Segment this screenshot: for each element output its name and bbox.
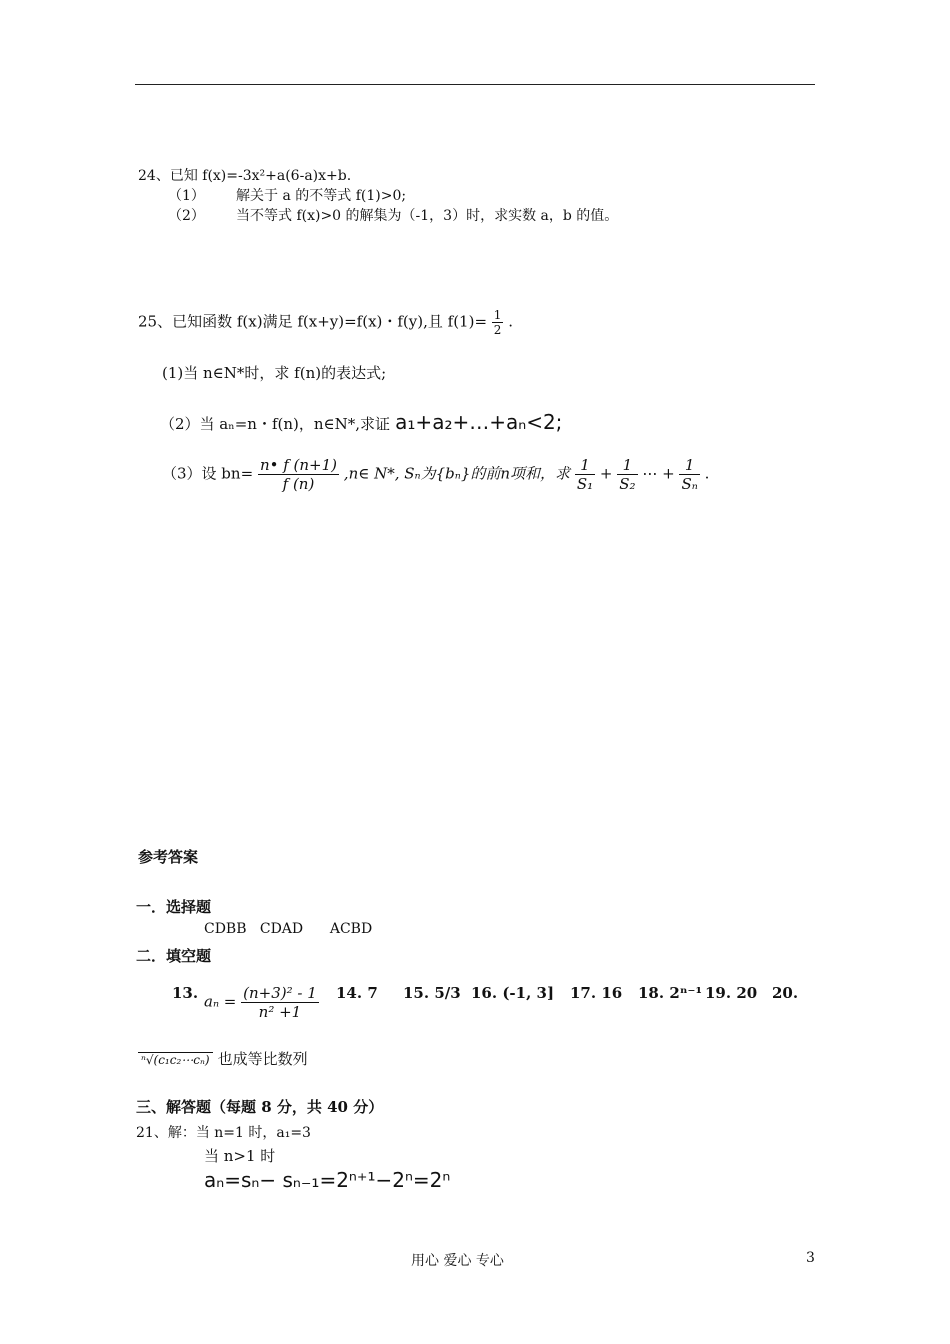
answer-15: 15. 5/3 [403, 984, 461, 1002]
q25-half-num: 1 [493, 308, 502, 322]
q25-part2-math: a₁+a₂+…+aₙ<2; [395, 410, 563, 434]
q25-sum-term2 [617, 456, 637, 493]
answer-16: 16. (-1, 3] [471, 984, 555, 1002]
answer-13-den: n² +1 [258, 1003, 302, 1021]
q24-part1-num: （1） [168, 188, 205, 204]
answer-13-fraction [241, 984, 319, 1021]
footer-center: 用心 爱心 专心 [411, 1253, 504, 1269]
answer-17: 17. 16 [570, 984, 623, 1002]
q21-line3: aₙ=sₙ− sₙ₋₁=2ⁿ⁺¹−2ⁿ=2ⁿ [204, 1168, 451, 1192]
q25-part3-num: n• f (n+1) [259, 456, 338, 474]
answer-20: 20. [772, 984, 799, 1002]
q25-sum-dots: ⋯ + [642, 464, 675, 483]
q25-part3: （3）设 bn= $\frac{n• f (n+1)}{f (n)}$ ,n∈ N*, Sₙ为{bₙ}的前n项和，求 $\frac{1}{\text{S₁}}$ + $\frac{1}{\text{S₂}}$ ⋯ + $\frac{1}{\text{Sₙ}}$ . [162, 456, 710, 493]
q25-sum-term2-den: S₂ [619, 475, 636, 493]
section2-title: 二．填空题 [136, 947, 212, 965]
q25-stem-prefix: 25、已知函数 f(x)满足 f(x+y)=f(x)・f(y),且 f(1)= [138, 312, 488, 331]
q25-half-fraction [492, 308, 504, 337]
q21-line1: 21、解：当 n=1 时，a₁=3 [136, 1125, 311, 1141]
q25-part3-prefix: （3）设 bn= [162, 464, 254, 483]
q25-sum-term2-num: 1 [617, 456, 637, 475]
answer-13-num: (n+3)² - 1 [243, 984, 317, 1002]
q25-sum-termN-num: 1 [679, 456, 699, 475]
answer-19: 19. 20 [705, 984, 758, 1002]
q25-sum-termN [679, 456, 699, 493]
q25-part3-fraction [258, 456, 339, 493]
page-number: 3 [806, 1250, 815, 1266]
q24-stem: 24、已知 f(x)=-3x²+a(6-a)x+b. [138, 168, 352, 184]
section1-items: CDBB CDAD ACBD [204, 921, 373, 937]
answers-heading: 参考答案 [138, 848, 199, 866]
q25-part1: (1)当 n∈N*时，求 f(n)的表达式; [162, 364, 387, 382]
q24-part1-text: 解关于 a 的不等式 f(1)>0; [236, 188, 407, 204]
q24-part2-num: （2） [168, 208, 205, 224]
answer-13 [204, 984, 319, 1021]
answer-18: 18. 2ⁿ⁻¹ [638, 984, 703, 1002]
q25-stem [138, 308, 513, 337]
q25-sum-term1-den: S₁ [576, 475, 594, 493]
q25-stem-suffix: . [508, 312, 513, 331]
section1-title: 一．选择题 [136, 898, 212, 916]
q25-half-den: 2 [493, 323, 502, 337]
q25-sum-term1-num: 1 [575, 456, 595, 475]
answer-13-lhs: aₙ = [204, 992, 237, 1011]
q25-part2 [160, 410, 562, 434]
answer-20-continued [138, 1048, 308, 1069]
q25-sum-end: . [704, 464, 710, 483]
answer-14: 14. 7 [336, 984, 378, 1002]
q24-part2-text: 当不等式 f(x)>0 的解集为（-1，3）时，求实数 a，b 的值。 [236, 208, 619, 224]
q25-part3-den: f (n) [282, 475, 315, 493]
q25-sum-termN-den: Sₙ [681, 475, 698, 493]
q25-part2-prefix: （2）当 aₙ=n・f(n)，n∈N*,求证 [160, 415, 391, 433]
answer-13-label: 13. [172, 984, 199, 1002]
q25-sum-term1 [575, 456, 595, 493]
q25-part3-mid: ,n∈ N*, Sₙ为{bₙ}的前n项和，求 [343, 464, 571, 483]
section3-title: 三、解答题（每题 8 分，共 40 分） [136, 1098, 384, 1116]
answer-20-text: 也成等比数列 [217, 1050, 308, 1068]
header-rule [135, 84, 815, 85]
q21-line2: 当 n>1 时 [204, 1147, 276, 1165]
answer-20-math: ⁿ√(c₁c₂⋯cₙ) [138, 1052, 213, 1067]
